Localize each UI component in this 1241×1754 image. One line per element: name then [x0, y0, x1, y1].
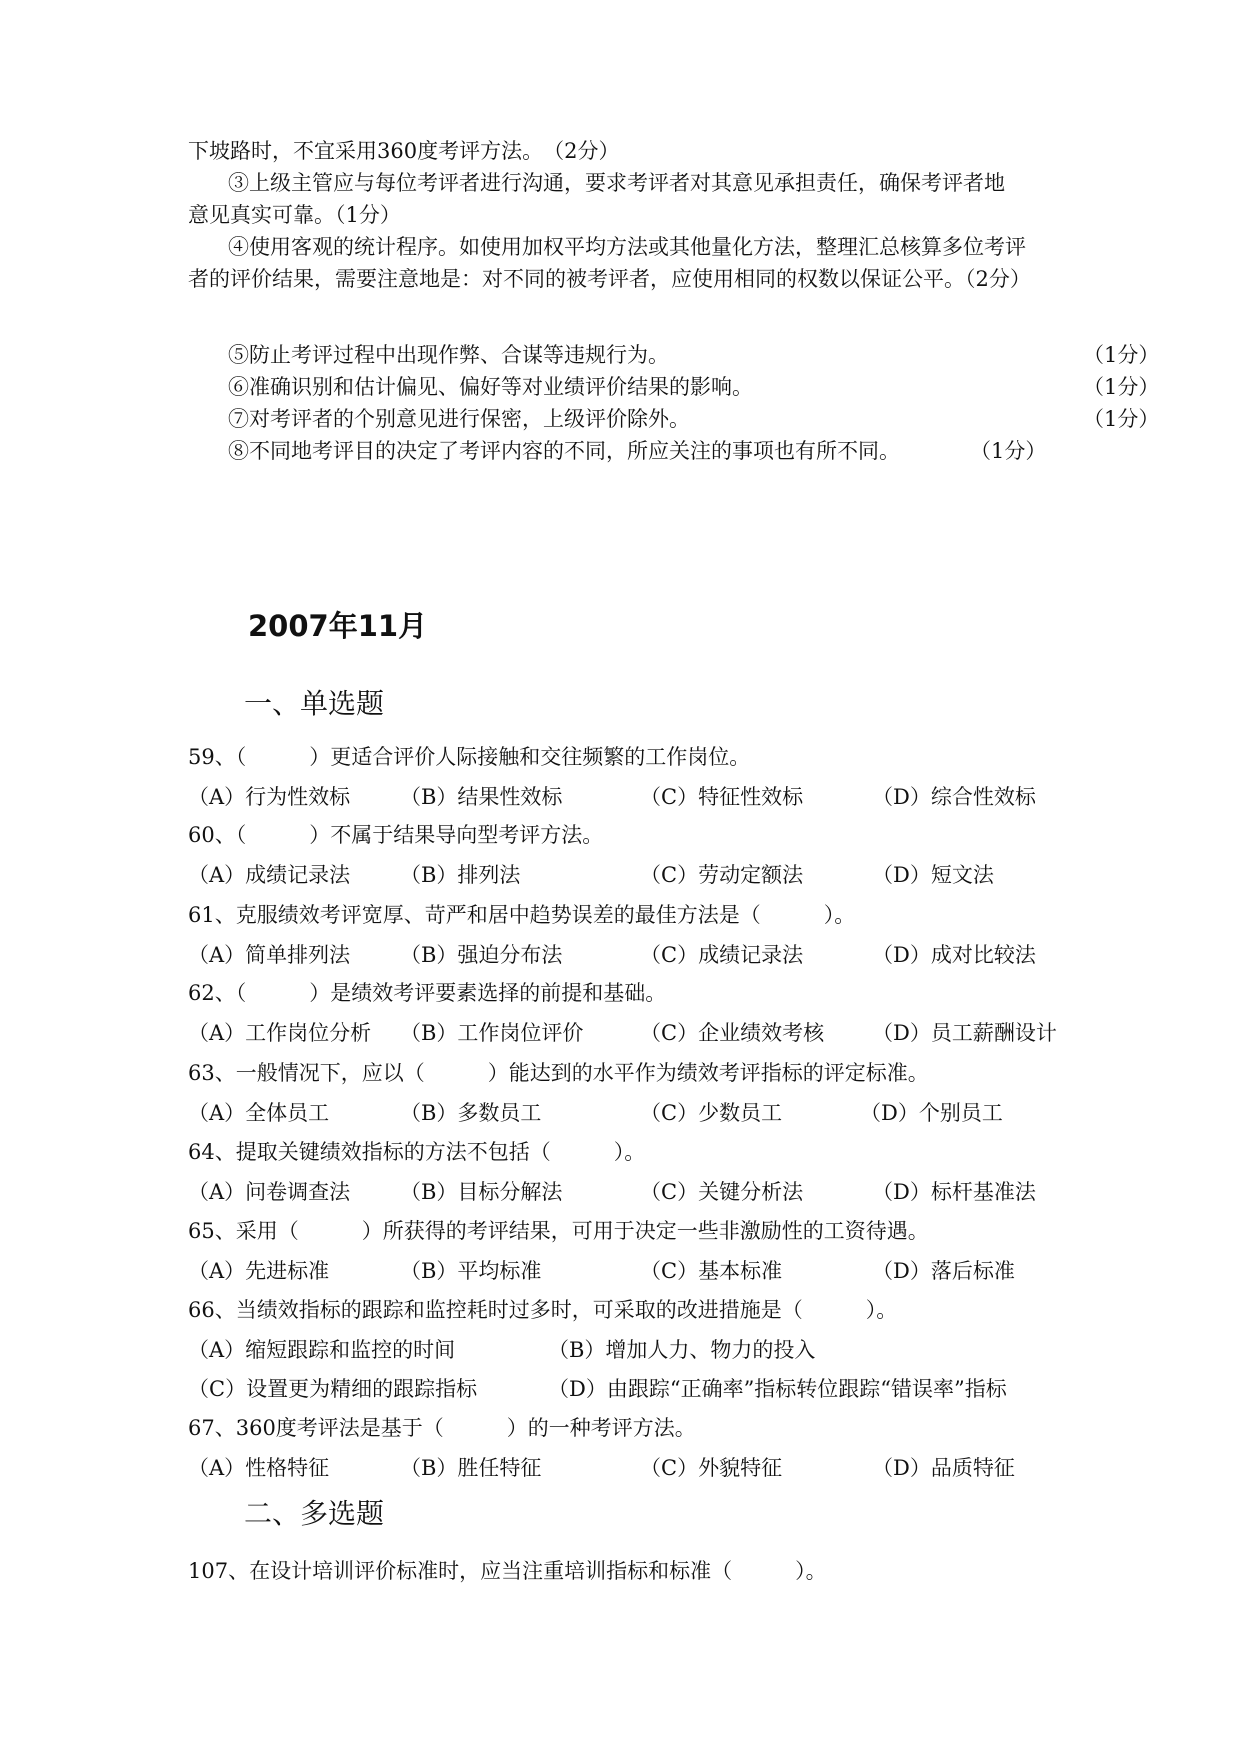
option: （A）先进标准 [188, 1259, 330, 1283]
option: （C）劳动定额法 [640, 863, 804, 887]
continuation-line: 下坡路时，不宜采用360度考评方法。 （2分） [188, 139, 620, 163]
question-65: 65、采用（ ）所获得的考评结果，可用于决定一些非激励性的工资待遇。 [188, 1219, 929, 1243]
option: （A）缩短跟踪和监控的时间 [188, 1338, 456, 1362]
item-3-line-2: 意见真实可靠。（1分） [188, 203, 401, 227]
option: （A）全体员工 [188, 1101, 330, 1125]
item-4-line-1: ④使用客观的统计程序。如使用加权平均方法或其他量化方法，整理汇总核算多位考评 [228, 235, 1026, 259]
multi-choice-heading: 二、多选题 [244, 1497, 385, 1530]
option: （C）少数员工 [640, 1101, 783, 1125]
option: （A）成绩记录法 [188, 863, 351, 887]
question-67: 67、360度考评法是基于（ ）的一种考评方法。 [188, 1416, 696, 1440]
item-7-score: （1分） [1083, 407, 1160, 431]
option: （C）设置更为精细的跟踪指标 [188, 1377, 478, 1401]
question-107: 107、在设计培训评价标准时，应当注重培训指标和标准（ ）。 [188, 1559, 827, 1583]
option: （A）行为性效标 [188, 785, 351, 809]
question-59: 59、（ ）更适合评价人际接触和交往频繁的工作岗位。 [188, 745, 751, 769]
question-64: 64、提取关键绩效指标的方法不包括（ ）。 [188, 1140, 646, 1164]
option: （C）成绩记录法 [640, 943, 804, 967]
option: （B）排列法 [400, 863, 521, 887]
option: （D）综合性效标 [872, 785, 1036, 809]
section-title: 2007年11月 [248, 609, 428, 643]
question-61: 61、克服绩效考评宽厚、苛严和居中趋势误差的最佳方法是（ ）。 [188, 903, 856, 927]
option: （A）简单排列法 [188, 943, 351, 967]
item-7-text: ⑦对考评者的个别意见进行保密，上级评价除外。 [228, 407, 690, 431]
option: （D）品质特征 [872, 1456, 1015, 1480]
item-3-line-1: ③上级主管应与每位考评者进行沟通，要求考评者对其意见承担责任，确保考评者地 [228, 171, 1005, 195]
question-60: 60、（ ）不属于结果导向型考评方法。 [188, 823, 604, 847]
option: （B）结果性效标 [400, 785, 563, 809]
option: （B）目标分解法 [400, 1180, 563, 1204]
item-6-text: ⑥准确识别和估计偏见、偏好等对业绩评价结果的影响。 [228, 375, 753, 399]
single-choice-heading: 一、单选题 [244, 687, 385, 720]
option: （C）特征性效标 [640, 785, 804, 809]
item-6-score: （1分） [1083, 375, 1160, 399]
option: （C）企业绩效考核 [640, 1021, 825, 1045]
option: （B）多数员工 [400, 1101, 542, 1125]
item-8-text: ⑧不同地考评目的决定了考评内容的不同，所应关注的事项也有所不同。 [228, 439, 900, 463]
option: （D）个别员工 [860, 1101, 1003, 1125]
option: （D）落后标准 [872, 1259, 1015, 1283]
option: （A）性格特征 [188, 1456, 330, 1480]
option: （B）工作岗位评价 [400, 1021, 584, 1045]
option: （B）平均标准 [400, 1259, 542, 1283]
option: （A）工作岗位分析 [188, 1021, 372, 1045]
option: （D）由跟踪“正确率”指标转位跟踪“错误率”指标 [548, 1377, 1007, 1401]
item-4-line-2: 者的评价结果，需要注意地是：对不同的被考评者，应使用相同的权数以保证公平。（2分） [188, 267, 1031, 291]
option: （D）员工薪酬设计 [872, 1021, 1057, 1045]
option: （B）强迫分布法 [400, 943, 563, 967]
option: （C）外貌特征 [640, 1456, 783, 1480]
option: （D）标杆基准法 [872, 1180, 1036, 1204]
item-8-score: （1分） [970, 439, 1047, 463]
option: （B）增加人力、物力的投入 [548, 1338, 816, 1362]
item-5-score: （1分） [1083, 343, 1160, 367]
option: （A）问卷调查法 [188, 1180, 351, 1204]
option: （D）短文法 [872, 863, 994, 887]
question-63: 63、一般情况下，应以（ ）能达到的水平作为绩效考评指标的评定标准。 [188, 1061, 929, 1085]
option: （D）成对比较法 [872, 943, 1036, 967]
option: （B）胜任特征 [400, 1456, 542, 1480]
question-62: 62、（ ）是绩效考评要素选择的前提和基础。 [188, 981, 667, 1005]
question-66: 66、当绩效指标的跟踪和监控耗时过多时，可采取的改进措施是（ ）。 [188, 1298, 898, 1322]
option: （C）基本标准 [640, 1259, 783, 1283]
option: （C）关键分析法 [640, 1180, 804, 1204]
item-5-text: ⑤防止考评过程中出现作弊、合谋等违规行为。 [228, 343, 669, 367]
